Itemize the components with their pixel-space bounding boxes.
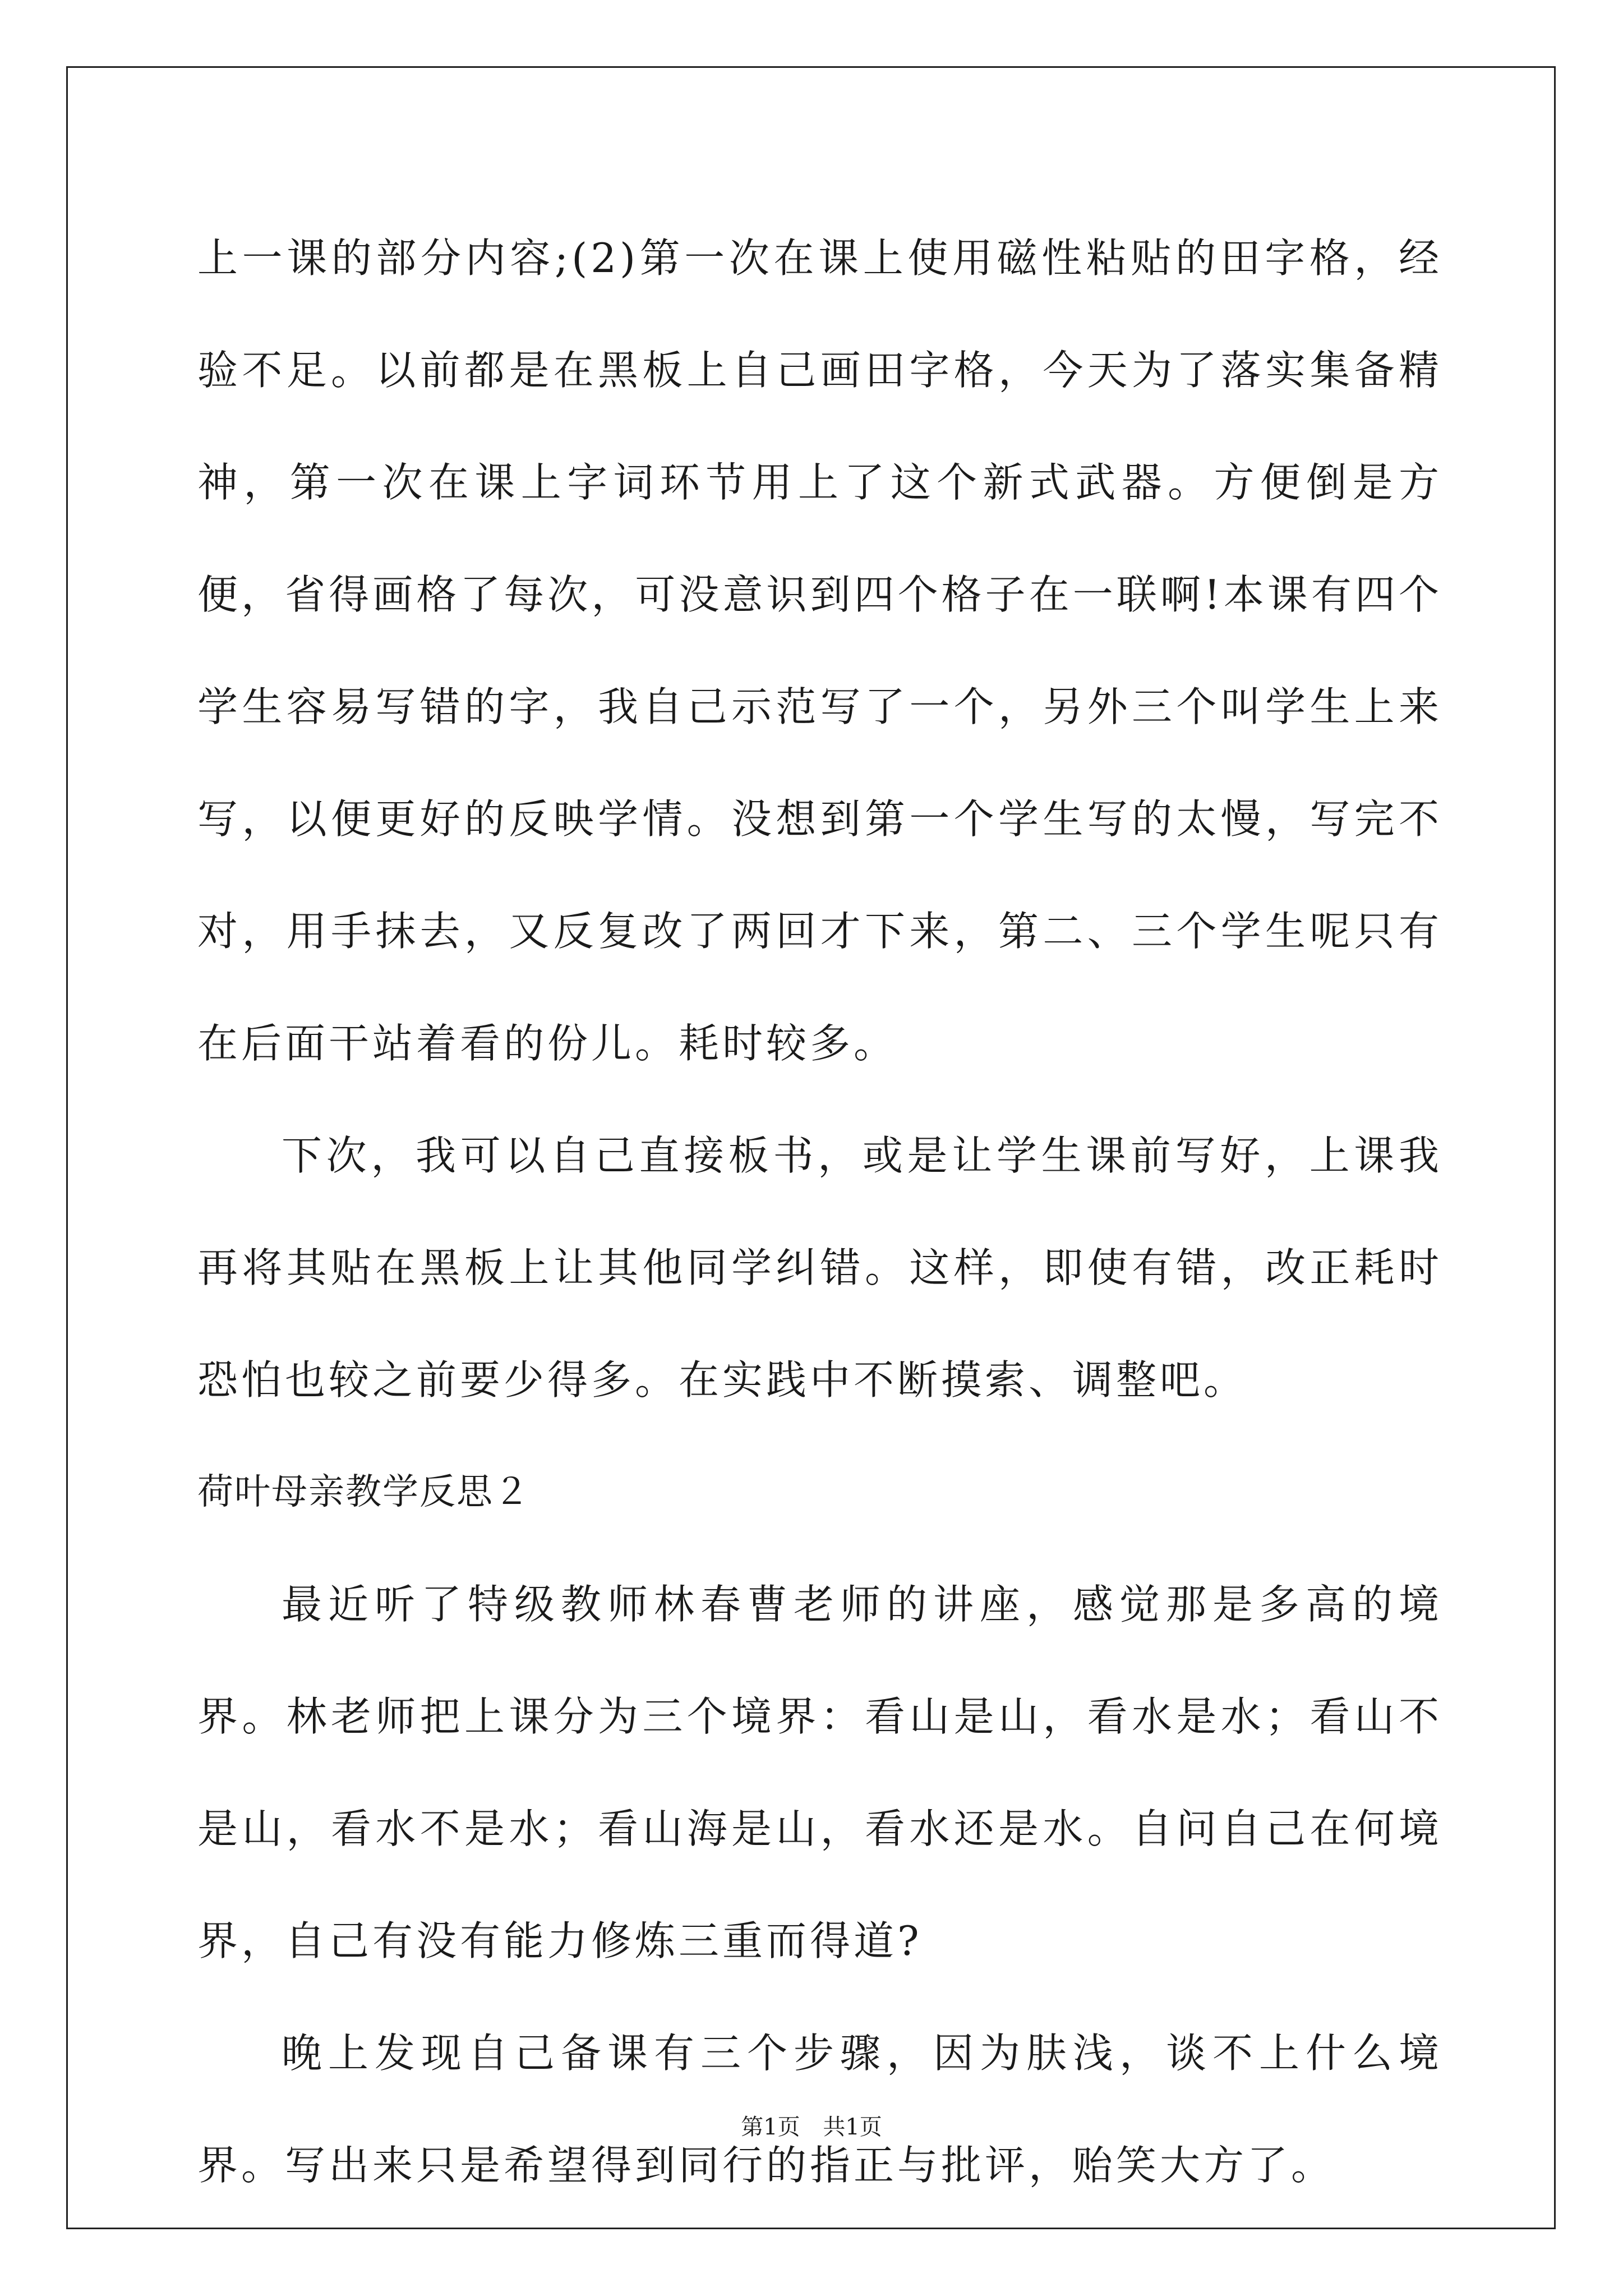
paragraph: 上一课的部分内容;(2)第一次在课上使用磁性粘贴的田字格，经验不足。以前都是在黑板上自己画田字格，今天为了落实集备精神，第一次在课上字词环节用上了这个新式武器。方便倒是方便，省得画格了每次，可没意识到四个格子在一联啊!本课有四个学生容易写错的字，我自己示范写了一个，另外三个叫学生上来写，以便更好的反映学情。没想到第一个学生写的太慢，写完不对，用手抹去，又反复改了两回才下来，第二、三个学生呢只有在后面干站着看的份儿。耗时较多。 bbox=[197, 234, 1442, 1067]
paragraph: 下次，我可以自己直接板书，或是让学生课前写好，上课我再将其贴在黑板上让其他同学纠错。这样，即使有错，改正耗时恐怕也较之前要少得多。在实践中不断摸索、调整吧。 bbox=[197, 1132, 1442, 1404]
paragraph: 晚上发现自己备课有三个步骤，因为肤浅，谈不上什么境界。写出来只是希望得到同行的指正与批评，贻笑大方了。 bbox=[197, 2030, 1442, 2189]
paragraph: 最近听了特级教师林春曹老师的讲座，感觉那是多高的境界。林老师把上课分为三个境界：看山是山，看水是水；看山不是山，看水不是水；看山海是山，看水还是水。自问自己在何境界，自己有没有能力修炼三重而得道? bbox=[197, 1581, 1442, 1964]
page-footer bbox=[0, 2109, 1623, 2141]
page-total: 共1页 bbox=[823, 2114, 882, 2140]
document-body bbox=[197, 202, 1442, 2221]
page-number: 第1页 bbox=[741, 2114, 800, 2140]
section-heading: 荷叶母亲教学反思２ bbox=[197, 1471, 531, 1513]
